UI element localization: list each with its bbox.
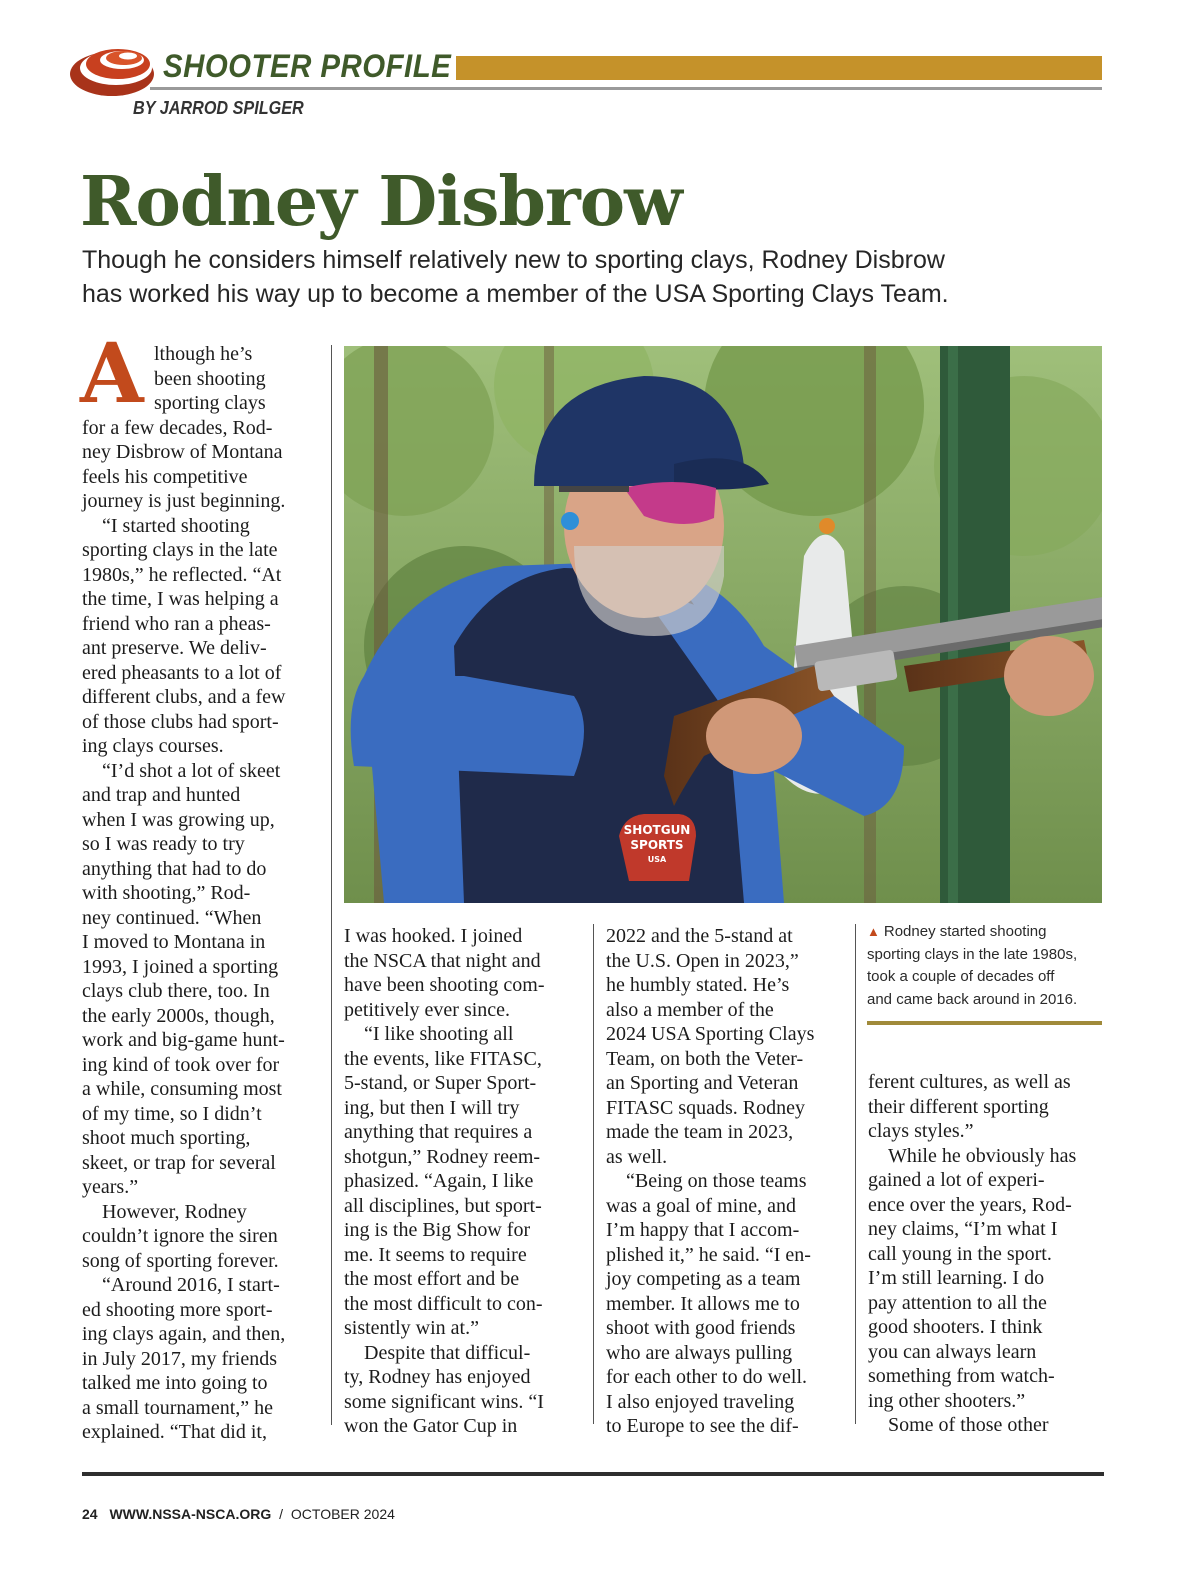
- body-text-line: all disciplines, but sport-: [344, 1194, 542, 1217]
- body-text-line: call young in the sport.: [868, 1242, 1052, 1265]
- body-text-line: ed shooting more sport-: [82, 1298, 273, 1321]
- body-text-line: with shooting,” Rod-: [82, 882, 251, 904]
- body-text-line: phasized. “Again, I like: [344, 1170, 534, 1192]
- body-text-line: shoot much sporting,: [82, 1127, 251, 1149]
- body-text-line: journey is just beginning.: [82, 490, 286, 512]
- shooter-photo-illustration: [344, 346, 1102, 903]
- body-text-line: also a member of the: [606, 998, 774, 1021]
- body-text-line: ing other shooters.”: [868, 1389, 1026, 1412]
- body-text-line: joy competing as a team: [606, 1268, 801, 1290]
- byline: BY JARROD SPILGER: [133, 98, 304, 118]
- body-text-line: some significant wins. “I: [344, 1390, 544, 1413]
- column-rule: [593, 924, 594, 1424]
- body-text-line: ing clays courses.: [82, 735, 224, 757]
- body-text-line: I’m still learning. I do: [868, 1267, 1045, 1289]
- body-text-line: was a goal of mine, and: [606, 1194, 796, 1217]
- body-text-line: an Sporting and Veteran: [606, 1072, 799, 1094]
- body-text-line: couldn’t ignore the siren: [82, 1225, 278, 1247]
- body-text-line: in July 2017, my friends: [82, 1347, 277, 1370]
- body-column-3: [606, 924, 846, 1439]
- body-text-line: Some of those other: [868, 1414, 1049, 1436]
- body-text-line: ant preserve. We deliv-: [82, 637, 267, 659]
- body-text-line: the most difficult to con-: [344, 1292, 543, 1315]
- body-column-4: [868, 1070, 1108, 1438]
- page-number: 24: [82, 1506, 98, 1522]
- body-text-line: sporting clays: [154, 392, 266, 414]
- body-column-2: [344, 924, 584, 1439]
- caption-line: took a couple of decades off: [867, 968, 1055, 985]
- body-text-line: ing clays again, and then,: [82, 1323, 286, 1345]
- body-text-line: ing kind of took over for: [82, 1053, 280, 1076]
- footer-separator: /: [279, 1506, 284, 1522]
- body-text-line: I also enjoyed traveling: [606, 1390, 795, 1413]
- body-text-line: 1993, I joined a sporting: [82, 955, 279, 978]
- body-text-line: a small tournament,” he: [82, 1396, 274, 1419]
- body-text-line: for each other to do well.: [606, 1366, 808, 1388]
- drop-cap: A: [80, 326, 144, 422]
- body-text-line: “Around 2016, I start-: [82, 1274, 280, 1296]
- body-text-line: “Being on those teams: [606, 1170, 807, 1192]
- body-text-line: lthough he’s: [154, 343, 253, 365]
- body-text-line: clays club there, too. In: [82, 980, 270, 1002]
- clay-target-icon: [66, 40, 158, 102]
- body-text-line: so I was ready to try: [82, 833, 245, 855]
- body-text-line: song of sporting forever.: [82, 1249, 279, 1272]
- caption-marker-icon: ▲: [867, 924, 880, 939]
- header-divider: [150, 87, 1102, 90]
- body-text-line: ferent cultures, as well as: [868, 1071, 1071, 1093]
- body-text-line: I was hooked. I joined: [344, 925, 523, 947]
- body-text-line: of my time, so I didn’t: [82, 1102, 262, 1125]
- header-accent-bar: [456, 56, 1102, 80]
- body-text-line: anything that had to do: [82, 857, 267, 880]
- body-text-line: as well.: [606, 1145, 668, 1168]
- patch-text-3: USA: [647, 855, 667, 864]
- body-text-line: and trap and hunted: [82, 784, 241, 806]
- body-text-line: skeet, or trap for several: [82, 1151, 276, 1174]
- body-text-line: years.”: [82, 1176, 139, 1198]
- body-text-line: shotgun,” Rodney reem-: [344, 1145, 541, 1168]
- body-text-line: ing, but then I will try: [344, 1096, 520, 1119]
- footer-divider: [82, 1472, 1104, 1476]
- column-rule: [331, 345, 332, 1425]
- body-text-line: Team, on both the Veter-: [606, 1047, 804, 1070]
- body-text-line: ty, Rodney has enjoyed: [344, 1366, 531, 1388]
- body-column-1: [82, 342, 322, 1445]
- body-text-line: shoot with good friends: [606, 1317, 796, 1339]
- body-text-line: have been shooting com-: [344, 974, 545, 996]
- body-text-line: he humbly stated. He’s: [606, 974, 790, 996]
- body-text-line: 2024 USA Sporting Clays: [606, 1023, 815, 1045]
- body-text-line: the time, I was helping a: [82, 588, 279, 610]
- body-text-line: their different sporting: [868, 1095, 1049, 1118]
- body-text-line: work and big-game hunt-: [82, 1029, 285, 1051]
- body-text-line: talked me into going to: [82, 1372, 268, 1394]
- body-text-line: the NSCA that night and: [344, 949, 541, 972]
- body-text-line: anything that requires a: [344, 1121, 533, 1143]
- body-text-line: ney continued. “When: [82, 906, 262, 929]
- photo-caption: [867, 921, 1103, 1011]
- body-text-line: the early 2000s, though,: [82, 1004, 275, 1027]
- body-text-line: sistently win at.”: [344, 1317, 479, 1339]
- body-text-line: a while, consuming most: [82, 1078, 282, 1100]
- section-label: SHOOTER PROFILE: [163, 48, 452, 84]
- body-text-line: While he obviously has: [868, 1144, 1077, 1167]
- body-text-line: ence over the years, Rod-: [868, 1193, 1072, 1216]
- body-text-line: ing is the Big Show for: [344, 1219, 531, 1241]
- caption-line: and came back around in 2016.: [867, 990, 1078, 1008]
- body-text-line: to Europe to see the dif-: [606, 1415, 799, 1437]
- body-text-line: friend who ran a pheas-: [82, 612, 271, 635]
- body-text-line: I moved to Montana in: [82, 931, 266, 953]
- body-text-line: been shooting: [154, 367, 266, 390]
- body-text-line: sporting clays in the late: [82, 539, 278, 561]
- body-text-line: when I was growing up,: [82, 808, 275, 831]
- body-text-line: me. It seems to require: [344, 1243, 527, 1266]
- body-text-line: Despite that difficul-: [344, 1341, 531, 1364]
- page-footer: [82, 1506, 395, 1522]
- caption-line: sporting clays in the late 1980s,: [867, 945, 1078, 963]
- body-text-line: made the team in 2023,: [606, 1121, 794, 1143]
- body-text-line: you can always learn: [868, 1340, 1037, 1363]
- body-text-line: 2022 and the 5-stand at: [606, 925, 793, 947]
- vest-patch: [619, 814, 696, 881]
- body-text-line: 5-stand, or Super Sport-: [344, 1072, 537, 1094]
- body-text-line: “I’d shot a lot of skeet: [82, 759, 281, 782]
- body-text-line: the U.S. Open in 2023,”: [606, 949, 799, 972]
- body-text-line: plished it,” he said. “I en-: [606, 1243, 811, 1266]
- body-text-line: of those clubs had sport-: [82, 710, 279, 733]
- body-text-line: ney claims, “I’m what I: [868, 1218, 1058, 1240]
- column-rule: [855, 924, 856, 1424]
- article-photo: [344, 346, 1102, 903]
- deck-line: has worked his way up to become a member of the USA Sporting Clays Team.: [82, 280, 949, 308]
- body-text-line: good shooters. I think: [868, 1316, 1043, 1338]
- article-title: Rodney Disbrow: [80, 162, 682, 242]
- deck-line: Though he considers himself relatively new to sporting clays, Rodney Disbrow: [82, 246, 945, 274]
- body-text-line: “I started shooting: [82, 514, 250, 537]
- article-deck: [82, 243, 962, 311]
- body-text-line: for a few decades, Rod-: [82, 416, 273, 439]
- caption-divider: [867, 1021, 1102, 1025]
- body-text-line: won the Gator Cup in: [344, 1415, 518, 1437]
- footer-url[interactable]: WWW.NSSA-NSCA.ORG: [109, 1506, 272, 1522]
- body-text-line: gained a lot of experi-: [868, 1169, 1045, 1191]
- body-text-line: feels his competitive: [82, 465, 248, 488]
- body-text-line: something from watch-: [868, 1365, 1055, 1387]
- issue-date: OCTOBER 2024: [290, 1506, 395, 1522]
- body-text-line: ney Disbrow of Montana: [82, 441, 283, 463]
- body-text-line: FITASC squads. Rodney: [606, 1096, 805, 1119]
- body-text-line: “I like shooting all: [344, 1023, 514, 1045]
- patch-text-1: SHOTGUN: [623, 823, 691, 837]
- body-text-line: different clubs, and a few: [82, 686, 286, 708]
- body-text-line: member. It allows me to: [606, 1292, 800, 1315]
- body-text-line: clays styles.”: [868, 1120, 974, 1142]
- body-text-line: pay attention to all the: [868, 1291, 1047, 1314]
- body-text-line: petitively ever since.: [344, 998, 511, 1021]
- body-text-line: ered pheasants to a lot of: [82, 661, 282, 684]
- body-text-line: I’m happy that I accom-: [606, 1219, 800, 1241]
- caption-line: ▲ Rodney started shooting: [867, 923, 1047, 940]
- patch-text-2: SPORTS: [630, 838, 684, 852]
- body-text-line: 1980s,” he reflected. “At: [82, 563, 282, 586]
- body-text-line: explained. “That did it,: [82, 1421, 267, 1443]
- body-text-line: who are always pulling: [606, 1341, 793, 1364]
- body-text-line: the events, like FITASC,: [344, 1047, 542, 1070]
- body-text-line: the most effort and be: [344, 1268, 520, 1290]
- body-text-line: However, Rodney: [82, 1200, 247, 1223]
